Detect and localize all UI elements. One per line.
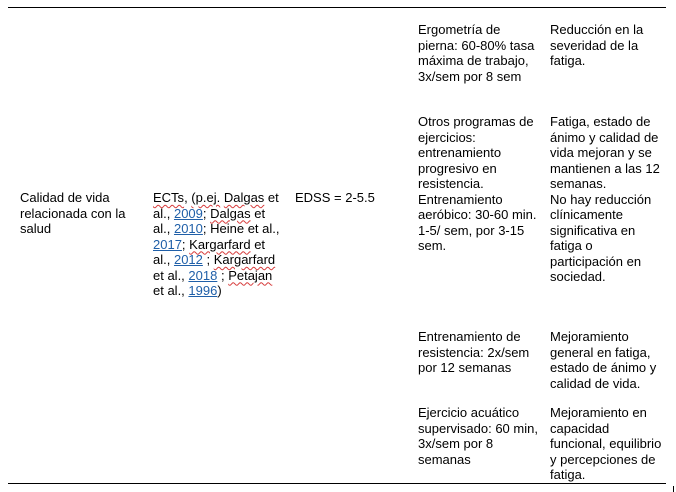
kargarfard-2012-link[interactable]: 2012	[173, 252, 203, 267]
ects-label: ECTs	[153, 190, 185, 205]
edss-cell: EDSS = 2-5.5	[295, 190, 375, 205]
dalgas-2010-etal: et al.,	[153, 205, 266, 236]
dalgas-2009-link[interactable]: 2009	[173, 205, 203, 221]
dalgas-2010-link[interactable]: 2010	[173, 221, 203, 236]
dalgas-2009-author: Dalgas	[223, 190, 265, 205]
dalgas-2010-author: Dalgas	[210, 205, 251, 221]
table-bottom-border	[8, 483, 666, 484]
references-cell: ECTs, (p.ej. Dalgas et al., 2009; Dalgas et al., 2010; Heine et al., 2017; Kargarfard et al., 2012 ; Kargarfard et al., 2018 ; Petajan et al., 1996)	[153, 190, 280, 298]
heine-text: ; Heine et al.,	[202, 221, 280, 236]
result-cell: Mejoramiento general en fatiga, estado de ánimo y calidad de vida.	[550, 329, 657, 391]
references-closing-paren: )	[217, 283, 222, 298]
petajan-etal: et al.,	[153, 283, 185, 298]
intervention-cell: Entrenamiento de resistencia: 2x/sem por 12 semanas	[418, 329, 530, 375]
kargarfard-2018-link[interactable]: 2018	[188, 267, 218, 283]
kargarfard-2018-etal: et al.,	[153, 267, 185, 283]
kargarfard-2012-author: Kargarfard	[189, 236, 251, 252]
dalgas-2009-etal: et al.,	[153, 190, 279, 221]
petajan-1996-link[interactable]: 1996	[188, 283, 218, 298]
intervention-cell: Ejercicio acuático supervisado: 60 min, 3x/sem por 8 semanas	[418, 405, 538, 467]
result-cell: Reducción en la severidad de la fatiga.	[550, 22, 644, 68]
kargarfard-2018-author: Kargarfard	[213, 252, 276, 267]
heine-2017-link[interactable]: 2017	[153, 236, 182, 252]
petajan-author: Petajan	[228, 267, 273, 283]
outcome-cell: Calidad de vida relacionada con la salud	[20, 190, 126, 236]
result-cell: Mejoramiento en capacidad funcional, equilibrio y percepciones de fatiga.	[550, 405, 662, 482]
intervention-cell: Otros programas de ejercicios: entrenamiento progresivo en resistencia. Entrenamiento aeróbico: 30-60 min. 1-5/ sem, por 3-15 sem.	[418, 114, 537, 253]
kargarfard-2012-etal: et al.,	[153, 236, 266, 267]
intervention-cell: Ergometría de pierna: 60-80% tasa máxima de trabajo, 3x/sem por 8 sem	[418, 22, 535, 84]
pej-text: (p.ej.	[191, 190, 221, 205]
page-edge-marker	[673, 486, 674, 492]
result-cell: Fatiga, estado de ánimo y calidad de vida mejoran y se mantienen a las 12 semanas. No hay reducción clínicamente significativa en fatiga o participación en sociedad.	[550, 114, 660, 284]
table-top-border	[8, 7, 666, 8]
